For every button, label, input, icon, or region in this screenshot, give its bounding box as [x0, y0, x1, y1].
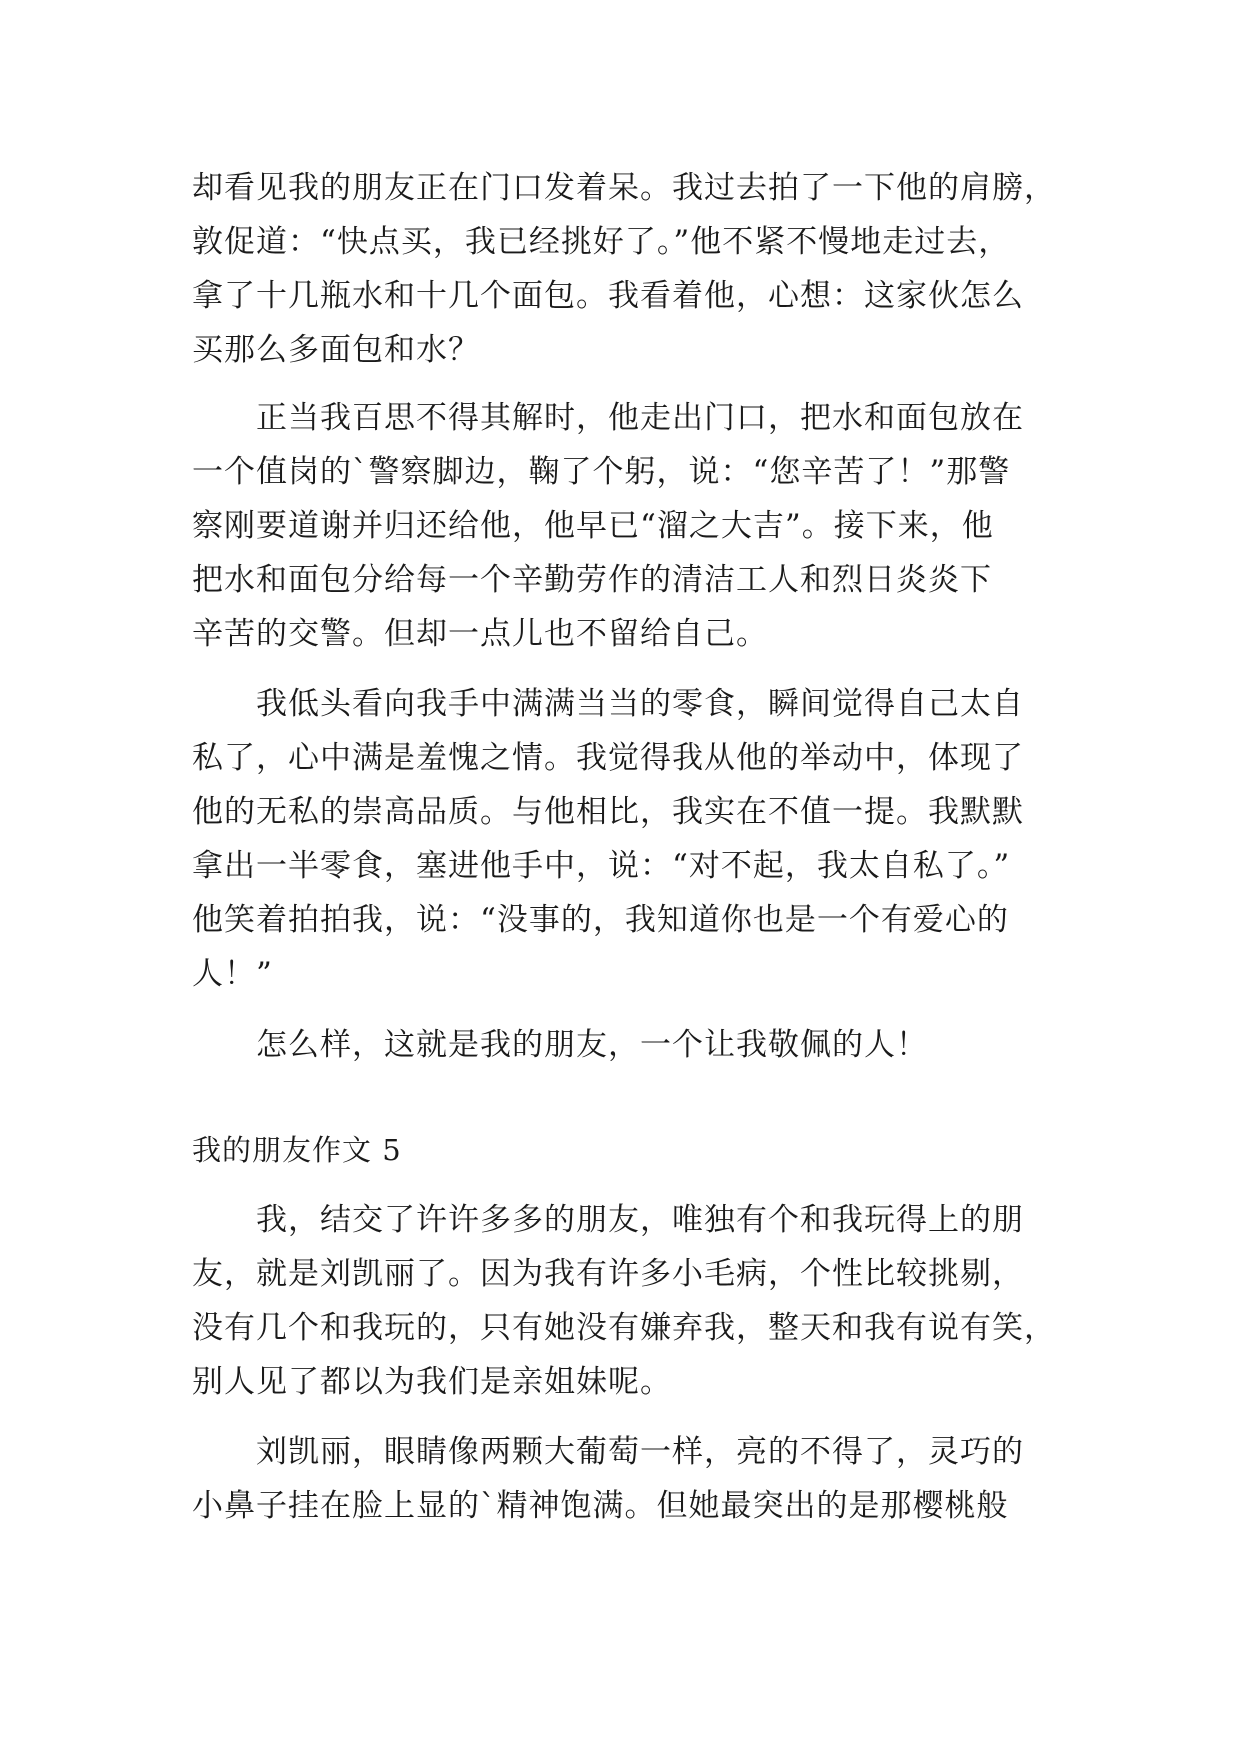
text-line: 拿了十几瓶水和十几个面包。我看着他，心想：这家伙怎么: [192, 278, 1024, 314]
text-line: 把水和面包分给每一个辛勤劳作的清洁工人和烈日炎炎下: [192, 562, 992, 598]
text-line: 刘凯丽，眼睛像两颗大葡萄一样，亮的不得了，灵巧的: [192, 1434, 1024, 1470]
text-line: 敦促道：“快点买，我已经挑好了。”他不紧不慢地走过去，: [192, 224, 1011, 260]
text-line: 买那么多面包和水？: [192, 332, 480, 368]
text-line: 拿出一半零食，塞进他手中，说：“对不起，我太自私了。”: [192, 848, 1011, 884]
text-line: 私了，心中满是羞愧之情。我觉得我从他的举动中，体现了: [192, 740, 1024, 776]
text-line: 察刚要道谢并归还给他，他早已“溜之大吉”。接下来，他: [192, 508, 994, 544]
text-line: 却看见我的朋友正在门口发着呆。我过去拍了一下他的肩膀，: [192, 170, 1056, 206]
text-line: 别人见了都以为我们是亲姐妹呢。: [192, 1364, 672, 1400]
text-line: 没有几个和我玩的，只有她没有嫌弃我，整天和我有说有笑，: [192, 1310, 1056, 1346]
text-line: 友，就是刘凯丽了。因为我有许多小毛病，个性比较挑剔，: [192, 1256, 1024, 1292]
text-line: 他笑着拍拍我，说：“没事的，我知道你也是一个有爱心的: [192, 902, 1009, 938]
section-title: 我的朋友作文 5: [192, 1133, 402, 1167]
text-line: 我低头看向我手中满满当当的零食，瞬间觉得自己太自: [192, 686, 1024, 722]
text-line: 正当我百思不得其解时，他走出门口，把水和面包放在: [192, 400, 1024, 436]
text-line: 怎么样，这就是我的朋友，一个让我敬佩的人！: [192, 1027, 928, 1063]
text-line: 人！”: [192, 956, 273, 992]
text-line: 辛苦的交警。但却一点儿也不留给自己。: [192, 616, 768, 652]
text-line: 我，结交了许许多多的朋友，唯独有个和我玩得上的朋: [192, 1202, 1024, 1238]
text-line: 一个值岗的`警察脚边，鞠了个躬，说：“您辛苦了！”那警: [192, 454, 1011, 490]
text-line: 小鼻子挂在脸上显的`精神饱满。但她最突出的是那樱桃般: [192, 1488, 1009, 1524]
text-line: 他的无私的崇高品质。与他相比，我实在不值一提。我默默: [192, 794, 1024, 830]
